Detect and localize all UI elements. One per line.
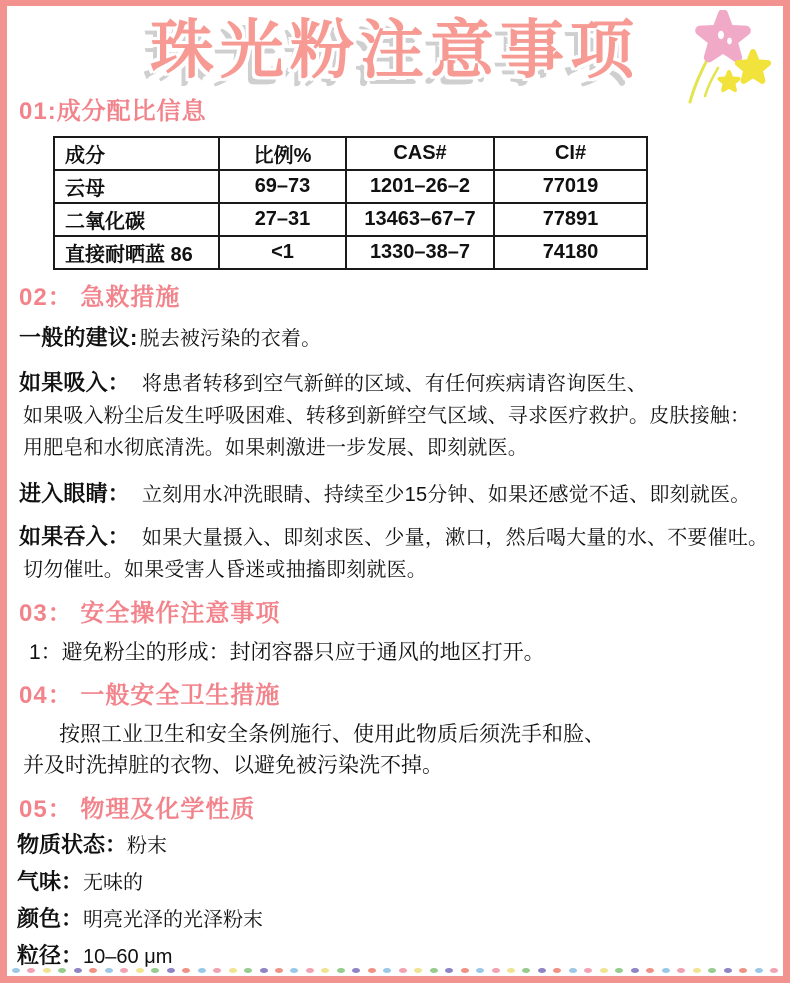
hygiene-text-line: 按照工业卫生和安全条例施行、使用此物质后须洗手和脸、	[59, 723, 605, 746]
page-title: 珠光粉注意事项	[150, 14, 640, 86]
section-05-heading: 05： 物理及化学性质	[19, 796, 256, 823]
footer-dot	[522, 968, 530, 973]
footer-dot	[693, 968, 701, 973]
composition-table	[53, 136, 648, 270]
footer-dot	[368, 968, 376, 973]
cell-ci: 77019	[494, 170, 647, 203]
property-odor	[7, 867, 783, 898]
col-header-ci: CI#	[494, 137, 647, 170]
property-physical-state	[7, 830, 783, 861]
footer-dot	[321, 968, 329, 973]
footer-dot	[662, 968, 670, 973]
flower-sparkle-icon	[671, 10, 775, 114]
firstaid-inhalation-cont: 用肥皂和水彻底清洗。如果刺激进一步发展、即刻就医。	[23, 437, 528, 459]
table-row	[54, 170, 647, 203]
footer-dot	[120, 968, 128, 973]
col-header-ratio: 比例%	[219, 137, 346, 170]
footer-dot	[724, 968, 732, 973]
footer-dot	[553, 968, 561, 973]
cell-ci: 74180	[494, 236, 647, 269]
footer-dot	[445, 968, 453, 973]
footer-dot	[58, 968, 66, 973]
firstaid-ingestion-cont: 切勿催吐。如果受害人昏迷或抽搐即刻就医。	[23, 559, 427, 581]
property-label: 颜色：	[17, 906, 84, 931]
footer-dot	[89, 968, 97, 973]
cell-ratio: 27–31	[219, 203, 346, 236]
cell-cas: 13463–67–7	[346, 203, 494, 236]
property-label: 粒径：	[17, 943, 84, 968]
footer-dot	[167, 968, 175, 973]
footer-dot	[677, 968, 685, 973]
firstaid-eye-contact	[7, 478, 783, 511]
section-01-heading: 01:成分配比信息	[19, 98, 207, 125]
col-header-cas: CAS#	[346, 137, 494, 170]
property-value: 粉末	[127, 835, 168, 857]
footer-dot	[198, 968, 206, 973]
property-value: 明亮光泽的光泽粉末	[83, 909, 264, 931]
table-row	[54, 236, 647, 269]
hygiene-text-line: 并及时洗掉脏的衣物、以避免被污染洗不掉。	[23, 754, 443, 777]
firstaid-label: 如果吸入：	[19, 370, 131, 395]
section-04-heading: 04： 一般安全卫生措施	[19, 682, 281, 709]
firstaid-label: 如果吞入：	[19, 524, 131, 549]
cell-ratio: 69–73	[219, 170, 346, 203]
firstaid-text: 将患者转移到空气新鲜的区域、有任何疾病请咨询医生、	[142, 373, 648, 395]
firstaid-label: 进入眼睛：	[19, 481, 131, 506]
cell-cas: 1330–38–7	[346, 236, 494, 269]
cell-cas: 1201–26–2	[346, 170, 494, 203]
section-03-heading: 03： 安全操作注意事项	[19, 600, 281, 627]
footer-dot	[399, 968, 407, 973]
footer-dot	[739, 968, 747, 973]
footer-dot	[337, 968, 345, 973]
footer-dot	[755, 968, 763, 973]
footer-dot	[631, 968, 639, 973]
footer-dot	[646, 968, 654, 973]
property-value: 10–60 μm	[83, 946, 173, 968]
footer-dot	[569, 968, 577, 973]
firstaid-text: 脱去被污染的衣着。	[139, 328, 322, 350]
firstaid-inhalation	[7, 367, 783, 400]
footer-dot	[105, 968, 113, 973]
footer-dot	[492, 968, 500, 973]
footer-dot	[507, 968, 515, 973]
footer-dot	[74, 968, 82, 973]
footer-dot	[182, 968, 190, 973]
property-color	[7, 904, 783, 935]
footer-dot	[244, 968, 252, 973]
footer-dot	[383, 968, 391, 973]
footer-dot	[290, 968, 298, 973]
footer-dot	[27, 968, 35, 973]
footer-dot	[538, 968, 546, 973]
footer-dot	[708, 968, 716, 973]
footer-dot	[770, 968, 778, 973]
table-header-row	[54, 137, 647, 170]
property-label: 物质状态：	[17, 832, 128, 857]
property-label: 气味：	[17, 869, 84, 894]
cell-ratio: <1	[219, 236, 346, 269]
footer-dot	[136, 968, 144, 973]
cell-ingredient: 直接耐晒蓝 86	[54, 236, 219, 269]
firstaid-text: 如果大量摄入、即刻求医、少量，漱口，然后喝大量的水、不要催吐。	[142, 527, 769, 549]
cell-ingredient: 二氧化碳	[54, 203, 219, 236]
section-02-heading: 02： 急救措施	[19, 284, 181, 311]
footer-dot	[260, 968, 268, 973]
footer-dot	[600, 968, 608, 973]
footer-dot	[476, 968, 484, 973]
footer-dot	[43, 968, 51, 973]
firstaid-label: 一般的建议:	[19, 325, 138, 350]
col-header-ingredient: 成分	[54, 137, 219, 170]
footer-dot	[213, 968, 221, 973]
safe-handling-text: 1：避免粉尘的形成：封闭容器只应于通风的地区打开。	[29, 641, 545, 664]
footer-dot	[461, 968, 469, 973]
footer-dot	[430, 968, 438, 973]
footer-dot	[584, 968, 592, 973]
footer-dot	[151, 968, 159, 973]
footer-dot	[275, 968, 283, 973]
footer-dot	[615, 968, 623, 973]
property-value: 无味的	[83, 872, 144, 894]
dotted-footer-divider	[12, 967, 778, 973]
footer-dot	[306, 968, 314, 973]
firstaid-ingestion	[7, 521, 783, 554]
cell-ci: 77891	[494, 203, 647, 236]
firstaid-text: 立刻用水冲洗眼睛、持续至少15分钟、如果还感觉不适、即刻就医。	[142, 484, 751, 506]
footer-dot	[352, 968, 360, 973]
firstaid-inhalation-cont: 如果吸入粉尘后发生呼吸困难、转移到新鲜空气区域、寻求医疗救护。皮肤接触：	[23, 405, 751, 427]
footer-dot	[12, 968, 20, 973]
table-row	[54, 203, 647, 236]
footer-dot	[229, 968, 237, 973]
footer-dot	[414, 968, 422, 973]
cell-ingredient: 云母	[54, 170, 219, 203]
firstaid-general-advice	[7, 322, 783, 355]
